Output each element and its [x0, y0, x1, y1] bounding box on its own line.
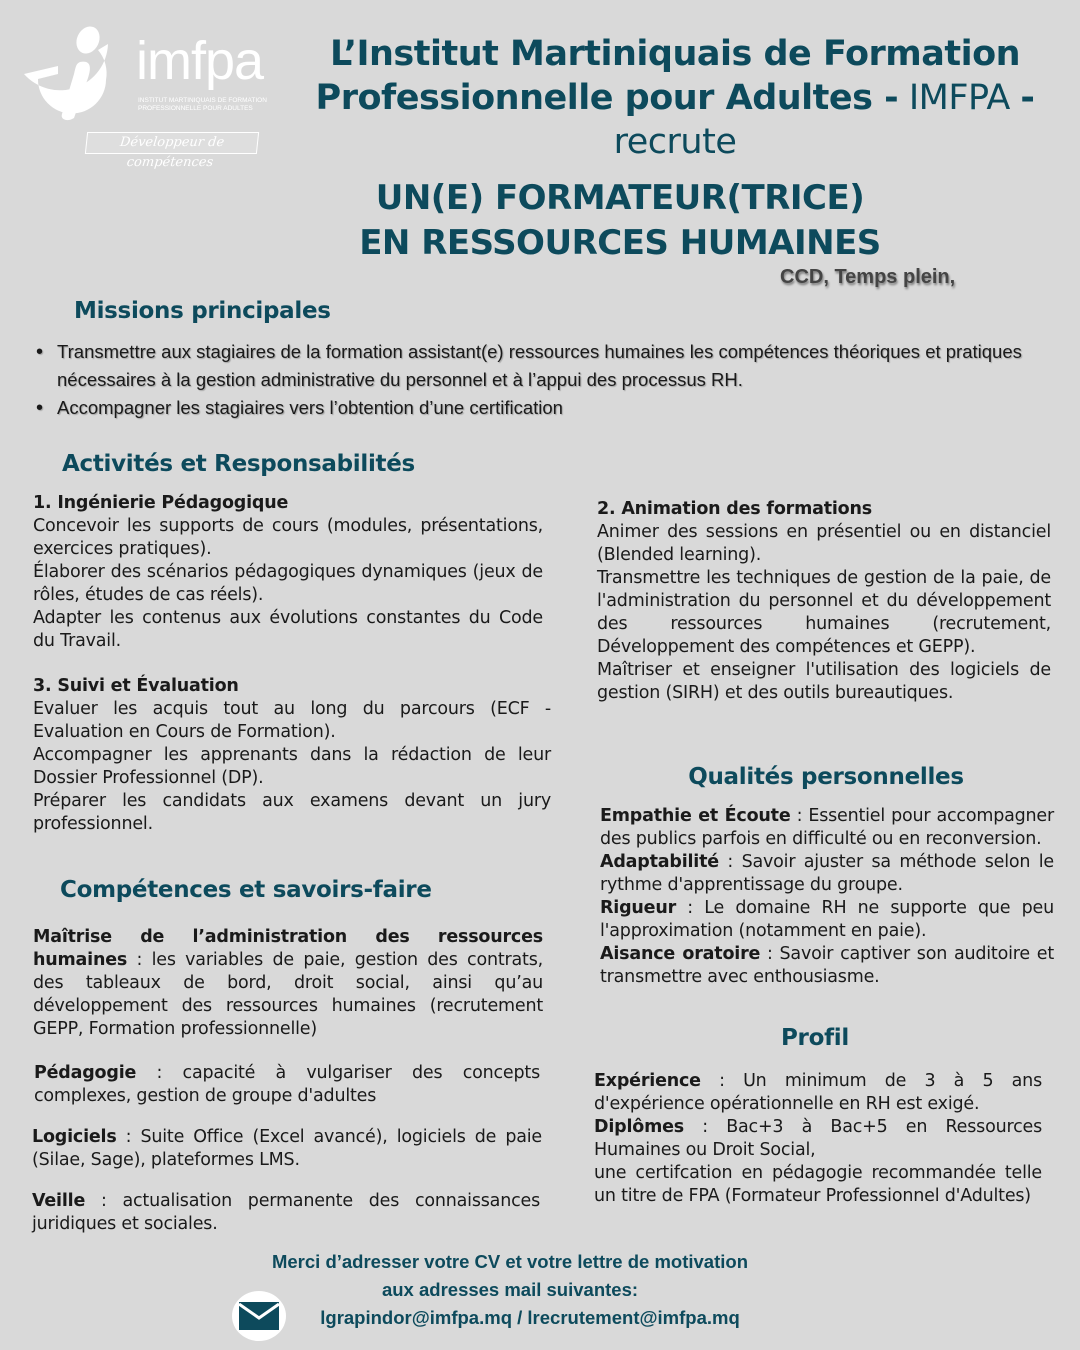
logo-institut-name: INSTITUT MARTINIQUAIS DE FORMATION PROFESSIONNELLE POUR ADULTES	[138, 97, 267, 112]
activity-line: Transmettre les techniques de gestion de la paie, de l'administration du personnel et du développement des ressources humaines (recrutement, Développement des compétences et GEPP).	[597, 568, 1051, 657]
quality-item	[600, 851, 1054, 897]
activity-line: Accompagner les apprenants dans la rédaction de leur Dossier Professionnel (DP).	[33, 745, 551, 788]
skill-text: : les variables de paie, gestion des contrats, des tableaux de bord, droit social, ainsi qu’au développement des ressources humaines (recrutement GEPP, Formation professionnelle)	[33, 950, 543, 1039]
mission-item: • Transmettre aux stagiaires de la formation assistant(e) ressources humaines les compétences théoriques et pratiques nécessaires à la gestion administrative du personnel et à l’appui des processus RH.	[36, 338, 1056, 394]
footer-emails[interactable]: lgrapindor@imfpa.mq / lrecrutement@imfpa.mq	[320, 1307, 740, 1328]
footer-line1: Merci d’adresser votre CV et votre lettre de motivation	[271, 1251, 748, 1272]
header-title-dash: -	[1020, 78, 1035, 118]
activity-line: Concevoir les supports de cours (modules, présentations, exercices pratiques).	[33, 516, 543, 559]
activity-line: Préparer les candidats aux examens devant un jury professionnel.	[33, 791, 551, 834]
job-title-line2: EN RESSOURCES HUMAINES	[359, 223, 881, 263]
activity-block-title: 3. Suivi et Évaluation	[33, 676, 239, 696]
profil-text: : Bac+3 à Bac+5 en Ressources Humaines ou Droit Social,	[594, 1117, 1042, 1160]
skill-item	[33, 926, 543, 1041]
logo-wordmark: imfpa	[136, 31, 264, 91]
quality-item	[600, 897, 1054, 943]
header-recrute: recrute	[613, 122, 737, 162]
qualities-heading: Qualités personnelles	[688, 764, 964, 790]
profil-item	[594, 1070, 1042, 1116]
quality-label: Rigueur	[600, 898, 677, 918]
activity-block-title: 2. Animation des formations	[597, 499, 872, 519]
activity-block-animation	[597, 498, 1051, 705]
activity-line: Maîtriser et enseigner l'utilisation des logiciels de gestion (SIRH) et des outils bureautiques.	[597, 660, 1051, 703]
quality-item	[600, 943, 1054, 989]
profil-text: : Un minimum de 3 à 5 ans d'expérience opérationnelle en RH est exigé.	[594, 1071, 1042, 1114]
quality-text: : Le domaine RH ne supporte que peu l'approximation (notamment en paie).	[600, 898, 1054, 941]
skill-label: Pédagogie	[34, 1063, 137, 1083]
skill-label: Veille	[32, 1191, 86, 1211]
imfpa-logo	[18, 22, 268, 170]
activity-block-title: 1. Ingénierie Pédagogique	[33, 493, 289, 513]
quality-label: Adaptabilité	[600, 852, 719, 872]
header-title-imfpa: IMFPA	[898, 78, 1021, 118]
missions-list	[36, 338, 1056, 422]
job-title-line1: UN(E) FORMATEUR(TRICE)	[375, 178, 865, 218]
skill-text: : Suite Office (Excel avancé), logiciels de paie (Silae, Sage), plateformes LMS.	[32, 1127, 542, 1170]
profil-label: Expérience	[594, 1071, 701, 1091]
missions-heading: Missions principales	[74, 298, 331, 324]
activity-line: Adapter les contenus aux évolutions constantes du Code du Travail.	[33, 608, 543, 651]
header-title	[300, 32, 1050, 164]
skill-text: : actualisation permanente des connaissances juridiques et sociales.	[32, 1191, 540, 1234]
imfpa-logo-mark-icon	[18, 22, 128, 132]
quality-item	[600, 805, 1054, 851]
profil-heading: Profil	[781, 1025, 849, 1051]
quality-text: : Essentiel pour accompagner des publics parfois en difficulté ou en reconversion.	[600, 806, 1054, 849]
skill-item	[32, 1126, 542, 1172]
logo-tagline: Développeur de compétences	[85, 132, 259, 154]
contract-type: CCD, Temps plein,	[780, 266, 956, 288]
skills-heading: Compétences et savoirs-faire	[60, 877, 432, 903]
header-title-bold: L’Institut Martiniquais de Formation Professionnelle pour Adultes -	[315, 34, 1021, 118]
activities-heading: Activités et Responsabilités	[62, 451, 415, 477]
profil-extra: une certifcation en pédagogie recommandée telle un titre de FPA (Formateur Professionnel d'Adultes)	[594, 1163, 1042, 1206]
quality-text: : Savoir captiver son auditoire et transmettre avec enthousiasme.	[600, 944, 1054, 987]
activity-line: Evaluer les acquis tout au long du parcours (ECF - Evaluation en Cours de Formation).	[33, 699, 551, 742]
activity-block-ingenierie	[33, 492, 543, 653]
quality-label: Empathie et Écoute	[600, 806, 791, 826]
quality-label: Aisance oratoire	[600, 944, 761, 964]
activity-block-suivi	[33, 675, 551, 836]
job-title	[320, 176, 920, 266]
footer-contact	[230, 1248, 790, 1332]
mission-item: • Accompagner les stagiaires vers l’obtention d’une certification	[36, 394, 1056, 422]
qualities-list	[600, 805, 1054, 989]
footer-line2: aux adresses mail suivantes:	[381, 1279, 639, 1300]
skill-item	[34, 1062, 540, 1108]
profil-list	[594, 1070, 1042, 1208]
skill-label: Logiciels	[32, 1127, 117, 1147]
profil-item	[594, 1116, 1042, 1162]
profil-label: Diplômes	[594, 1117, 684, 1137]
activity-line: Animer des sessions en présentiel ou en distanciel (Blended learning).	[597, 522, 1051, 565]
quality-text: : Savoir ajuster sa méthode selon le rythme d'apprentissage du groupe.	[600, 852, 1054, 895]
skill-text: : capacité à vulgariser des concepts complexes, gestion de groupe d'adultes	[34, 1063, 540, 1106]
activity-line: Élaborer des scénarios pédagogiques dynamiques (jeux de rôles, études de cas réels).	[33, 562, 543, 605]
skill-item	[32, 1190, 540, 1236]
skill-label: Maîtrise de l’administration des ressources humaines	[33, 927, 543, 970]
